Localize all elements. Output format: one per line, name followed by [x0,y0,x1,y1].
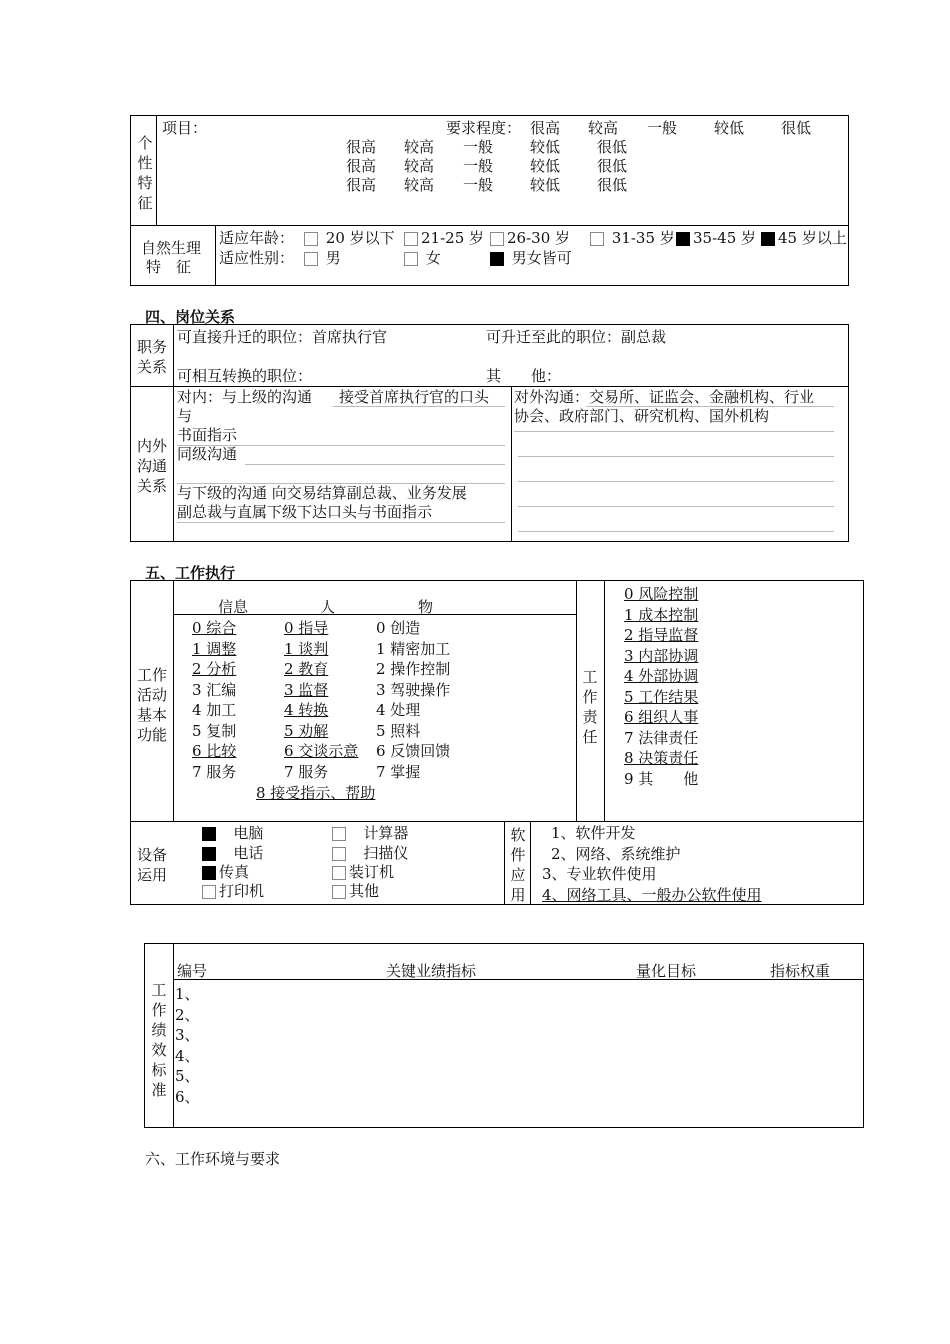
software-item-2[interactable]: 2、网络、系统维护 [551,845,681,863]
checkbox-icon[interactable] [590,232,604,246]
equipment-binder[interactable]: 装订机 [332,862,394,882]
other-position: 其 他： [486,367,562,385]
table-row[interactable]: 6、 [175,1087,200,1106]
internal-upward-detail-3: 书面指示 [177,426,238,444]
list-item[interactable]: 5 照料 [376,721,421,740]
gender-option-both[interactable]: 男女皆可 [490,248,572,268]
internal-upward: 对内：与上级的沟通 [177,388,313,406]
list-item[interactable]: 5 复制 [192,721,237,740]
age-option-20-below[interactable]: 20 岁以下 [304,228,395,248]
section6-heading: 六、工作环境与要求 [145,1150,281,1168]
external-comm: 对外沟通：交易所、证监会、金融机构、行业 [514,388,815,406]
software-item-4[interactable]: 4、网络工具、一般办公软件使用 [542,886,762,904]
internal-upward-detail: 接受首席执行官的口头 [339,388,490,406]
internal-downward: 与下级的沟通 向交易结算副总裁、业务发展 [177,484,467,502]
age-option-21-25[interactable]: 21-25 岁 [404,228,484,248]
equipment-phone[interactable]: 电话 [202,843,263,863]
list-item[interactable]: 7 法律责任 [624,728,699,747]
internal-upward-detail-2: 与 [177,407,193,425]
kpi-header-weight: 指标权重 [770,962,831,980]
things-list [376,618,450,782]
responsibility-label: 工作责任 [582,668,598,746]
list-item[interactable]: 7 掌握 [376,762,421,781]
list-item[interactable]: 0 综合 [192,619,237,637]
list-item[interactable]: 2 操作控制 [376,660,451,678]
list-item[interactable]: 5 劝解 [284,721,329,740]
checkbox-checked-icon[interactable] [761,232,775,246]
list-item[interactable]: 1 成本控制 [624,605,699,624]
list-item[interactable]: 3 汇编 [192,680,237,699]
list-item[interactable]: 2 教育 [284,660,329,678]
list-item[interactable]: 4 处理 [376,701,421,719]
physical-label-2: 特 征 [146,258,192,276]
checkbox-checked-icon[interactable] [202,827,216,841]
age-option-31-35[interactable]: 31-35 岁 [590,228,675,248]
list-item[interactable]: 4 加工 [192,701,237,719]
people-list [284,618,358,782]
personality-item-label: 项目： [162,119,208,137]
checkbox-checked-icon[interactable] [490,252,504,266]
kpi-rows [175,984,200,1107]
age-option-45-above[interactable]: 45 岁以上 [761,228,847,248]
list-item[interactable]: 6 反馈回馈 [376,742,451,760]
section5-heading: 五、工作执行 [145,564,236,582]
list-item[interactable]: 3 监督 [284,680,329,699]
list-item[interactable]: 4 外部协调 [624,667,699,685]
table-row[interactable]: 4、 [175,1046,200,1065]
activity-label: 工作活动基本功能 [136,666,167,744]
gender-label: 适应性别： [219,249,295,267]
equipment-fax[interactable]: 传真 [202,862,249,882]
gender-option-female[interactable]: 女 [404,248,441,268]
list-item[interactable]: 0 指导 [284,619,329,637]
kpi-header-no: 编号 [177,962,208,980]
col-header-people: 人 [320,598,336,616]
equipment-printer[interactable]: 打印机 [202,881,264,901]
checkbox-icon[interactable] [404,232,418,246]
info-list [192,618,236,782]
promote-to-position: 可直接升迁的职位：首席执行官 [177,328,388,346]
personality-degree-label: 要求程度： [446,119,522,137]
personality-label: 个性特征 [137,134,153,212]
checkbox-icon[interactable] [332,827,346,841]
table-row[interactable]: 5、 [175,1067,200,1085]
equipment-label: 设备运用 [136,846,167,884]
list-item[interactable]: 6 交谈示意 [284,742,359,760]
list-item[interactable]: 2 分析 [192,660,237,678]
checkbox-icon[interactable] [202,885,216,899]
list-item[interactable]: 1 谈判 [284,639,329,658]
age-option-35-45[interactable]: 35-45 岁 [676,228,756,248]
internal-peer: 同级沟通 [177,445,238,463]
col-header-info: 信息 [218,598,249,616]
equipment-computer[interactable]: 电脑 [202,823,263,843]
software-item-3[interactable]: 3、专业软件使用 [542,865,657,883]
people-item-8[interactable]: 8 接受指示、帮助 [256,784,376,802]
list-item[interactable]: 0 风险控制 [624,585,699,603]
checkbox-checked-icon[interactable] [202,866,216,880]
responsibility-list [624,584,698,789]
list-item[interactable]: 7 服务 [284,762,329,781]
transfer-position: 可相互转换的职位： [177,367,313,385]
checkbox-icon[interactable] [332,866,346,880]
list-item[interactable]: 9 其 他 [624,769,699,788]
col-header-things: 物 [418,598,434,616]
equipment-calculator[interactable]: 计算器 [332,823,408,843]
list-item[interactable]: 1 调整 [192,639,237,658]
software-item-1[interactable]: 1、软件开发 [551,824,636,842]
gender-option-male[interactable]: 男 [304,248,341,268]
duty-label: 职务关系 [136,338,167,376]
list-item[interactable]: 7 服务 [192,762,237,781]
list-item[interactable]: 2 指导监督 [624,626,699,644]
internal-downward-detail: 副总裁与直属下级下达口头与书面指示 [177,503,433,521]
list-item[interactable]: 6 比较 [192,742,237,760]
external-comm-2: 协会、政府部门、研究机构、国外机构 [514,407,770,425]
software-label: 软件应用 [510,826,526,904]
table-row[interactable]: 1、 [175,985,200,1003]
checkbox-icon[interactable] [304,252,318,266]
checkbox-checked-icon[interactable] [202,847,216,861]
kpi-header-target: 量化目标 [636,962,697,980]
table-row[interactable]: 2、 [175,1005,200,1024]
kpi-header-indicator: 关键业绩指标 [386,962,477,980]
checkbox-icon[interactable] [332,885,346,899]
list-item[interactable]: 3 内部协调 [624,646,699,665]
equipment-scanner[interactable]: 扫描仪 [332,843,408,863]
checkbox-icon[interactable] [490,232,504,246]
list-item[interactable]: 3 驾驶操作 [376,680,451,699]
promote-from-position: 可升迁至此的职位：副总裁 [486,328,667,346]
equipment-other[interactable]: 其他 [332,881,379,901]
list-item[interactable]: 0 创造 [376,619,421,637]
table-row[interactable]: 3、 [175,1026,200,1044]
physical-label-1: 自然生理 [141,239,202,257]
list-item[interactable]: 1 精密加工 [376,639,451,658]
section4-heading: 四、岗位关系 [145,308,236,326]
kpi-table [144,943,864,1128]
list-item[interactable]: 4 转换 [284,701,329,719]
checkbox-icon[interactable] [404,252,418,266]
checkbox-checked-icon[interactable] [676,232,690,246]
checkbox-icon[interactable] [332,847,346,861]
list-item[interactable]: 5 工作结果 [624,687,699,706]
age-option-26-30[interactable]: 26-30 岁 [490,228,570,248]
list-item[interactable]: 8 决策责任 [624,749,699,767]
checkbox-icon[interactable] [304,232,318,246]
age-label: 适应年龄： [219,229,295,247]
list-item[interactable]: 6 组织人事 [624,708,699,726]
kpi-label: 工作绩效标准 [151,981,167,1099]
comm-label: 内外沟通关系 [136,437,167,495]
